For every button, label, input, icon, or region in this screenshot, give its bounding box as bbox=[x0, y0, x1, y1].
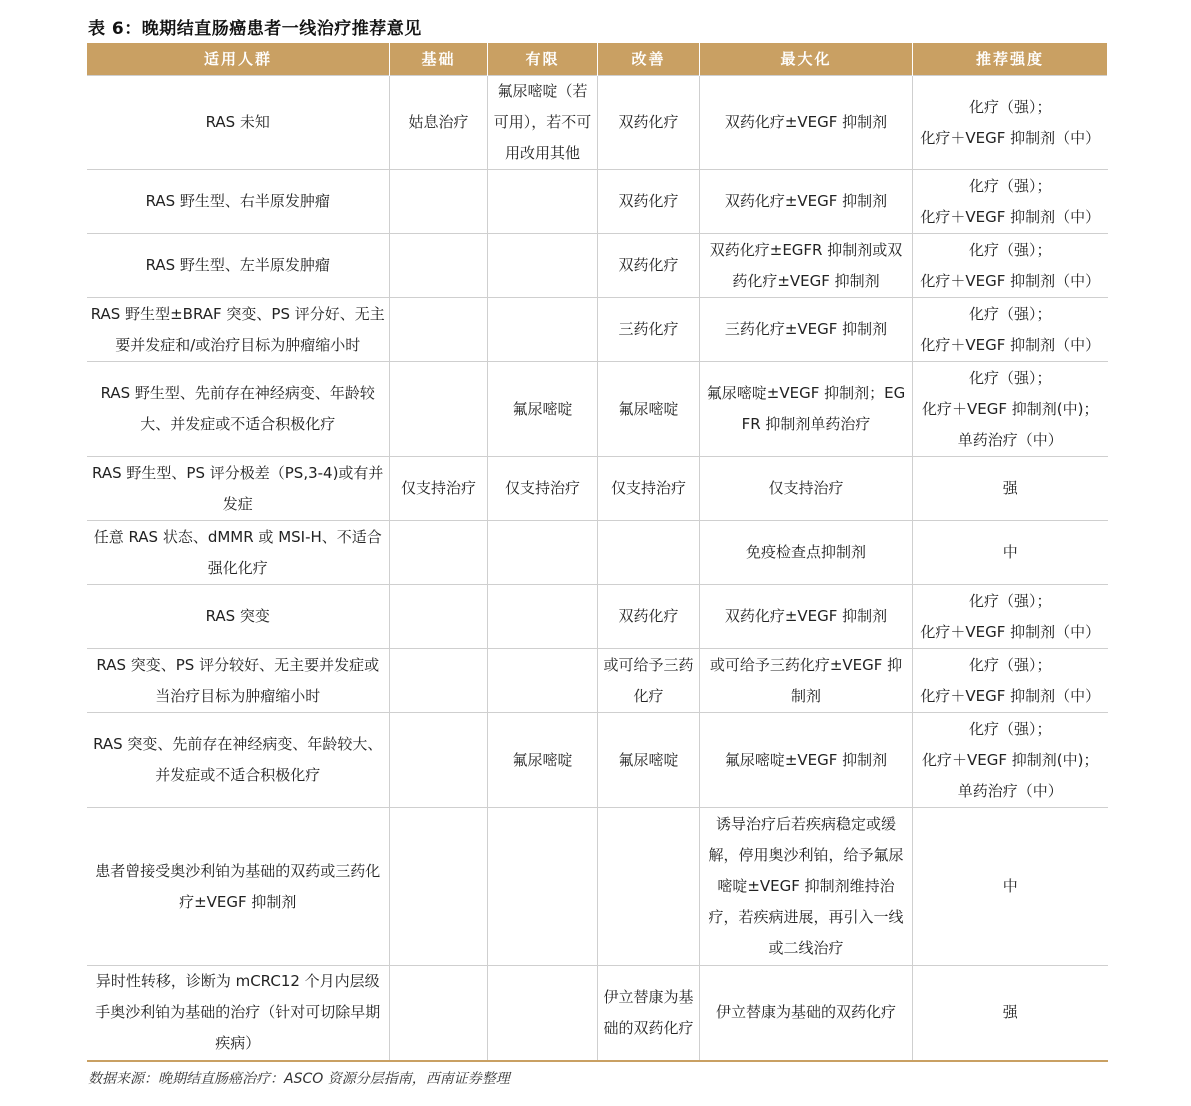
recommendation-table bbox=[86, 43, 1108, 1062]
cell-strength bbox=[913, 298, 1108, 362]
cell-enhanced bbox=[598, 808, 700, 966]
cell-strength bbox=[913, 362, 1108, 457]
cell-maximal: 伊立替康为基础的双药化疗 bbox=[700, 966, 913, 1061]
cell-population: RAS 野生型±BRAF 突变、PS 评分好、无主要并发症和/或治疗目标为肿瘤缩小时 bbox=[87, 298, 390, 362]
strength-line: 化疗＋VEGF 抑制剂（中） bbox=[920, 128, 1101, 147]
cell-maximal: 氟尿嘧啶±VEGF 抑制剂 bbox=[700, 713, 913, 808]
cell-maximal: 双药化疗±EGFR 抑制剂或双药化疗±VEGF 抑制剂 bbox=[700, 234, 913, 298]
cell-enhanced: 仅支持治疗 bbox=[598, 457, 700, 521]
strength-line: 中 bbox=[1002, 543, 1018, 561]
source-note: 数据来源：晚期结直肠癌治疗：ASCO 资源分层指南，西南证券整理 bbox=[88, 1071, 510, 1087]
cell-maximal: 氟尿嘧啶±VEGF 抑制剂；EGFR 抑制剂单药治疗 bbox=[700, 362, 913, 457]
cell-maximal: 诱导治疗后若疾病稳定或缓解，停用奥沙利铂，给予氟尿嘧啶±VEGF 抑制剂维持治疗，若疾病进展，再引入一线或二线治疗 bbox=[700, 808, 913, 966]
cell-basic bbox=[390, 713, 488, 808]
cell-strength bbox=[913, 713, 1108, 808]
cell-strength bbox=[913, 234, 1108, 298]
strength-line: 化疗＋VEGF 抑制剂（中） bbox=[920, 271, 1101, 290]
cell-population: RAS 野生型、右半原发肿瘤 bbox=[87, 170, 390, 234]
cell-population: RAS 野生型、PS 评分极差（PS,3-4)或有并发症 bbox=[87, 457, 390, 521]
cell-population: RAS 突变、PS 评分较好、无主要并发症或当治疗目标为肿瘤缩小时 bbox=[87, 649, 390, 713]
cell-population: 异时性转移，诊断为 mCRC12 个月内层级手奥沙利铂为基础的治疗（针对可切除早期疾病） bbox=[87, 966, 390, 1061]
cell-limited bbox=[488, 649, 598, 713]
cell-strength bbox=[913, 585, 1108, 649]
cell-enhanced: 或可给予三药化疗 bbox=[598, 649, 700, 713]
cell-limited bbox=[488, 234, 598, 298]
strength-line: 化疗（强）； bbox=[968, 719, 1052, 738]
cell-maximal: 双药化疗±VEGF 抑制剂 bbox=[700, 170, 913, 234]
cell-basic bbox=[390, 966, 488, 1061]
cell-limited bbox=[488, 966, 598, 1061]
table-row bbox=[87, 170, 1108, 234]
cell-limited bbox=[488, 170, 598, 234]
cell-enhanced bbox=[598, 521, 700, 585]
cell-limited: 仅支持治疗 bbox=[488, 457, 598, 521]
table-row bbox=[87, 298, 1108, 362]
cell-maximal: 双药化疗±VEGF 抑制剂 bbox=[700, 585, 913, 649]
cell-maximal: 或可给予三药化疗±VEGF 抑制剂 bbox=[700, 649, 913, 713]
col-header-basic: 基础 bbox=[390, 43, 488, 76]
cell-maximal: 双药化疗±VEGF 抑制剂 bbox=[700, 76, 913, 170]
table-row bbox=[87, 76, 1108, 170]
cell-enhanced: 氟尿嘧啶 bbox=[598, 362, 700, 457]
cell-limited: 氟尿嘧啶 bbox=[488, 713, 598, 808]
strength-line: 化疗（强）； bbox=[968, 591, 1052, 610]
cell-enhanced: 双药化疗 bbox=[598, 170, 700, 234]
cell-population: 任意 RAS 状态、dMMR 或 MSI-H、不适合强化化疗 bbox=[87, 521, 390, 585]
col-header-strength: 推荐强度 bbox=[913, 43, 1108, 76]
cell-basic: 仅支持治疗 bbox=[390, 457, 488, 521]
cell-limited bbox=[488, 298, 598, 362]
col-header-enhanced: 改善 bbox=[598, 43, 700, 76]
cell-strength bbox=[913, 521, 1108, 585]
cell-maximal: 三药化疗±VEGF 抑制剂 bbox=[700, 298, 913, 362]
cell-enhanced: 双药化疗 bbox=[598, 76, 700, 170]
cell-basic bbox=[390, 649, 488, 713]
col-header-maximal: 最大化 bbox=[700, 43, 913, 76]
cell-strength bbox=[913, 76, 1108, 170]
table-header-row bbox=[87, 43, 1108, 76]
cell-population: RAS 突变 bbox=[87, 585, 390, 649]
cell-basic bbox=[390, 362, 488, 457]
strength-line: 强 bbox=[1002, 479, 1018, 497]
cell-enhanced: 氟尿嘧啶 bbox=[598, 713, 700, 808]
cell-basic: 姑息治疗 bbox=[390, 76, 488, 170]
strength-line: 化疗＋VEGF 抑制剂（中） bbox=[920, 207, 1101, 226]
strength-line: 化疗＋VEGF 抑制剂（中） bbox=[920, 686, 1101, 705]
cell-enhanced: 双药化疗 bbox=[598, 234, 700, 298]
strength-line: 单药治疗（中） bbox=[957, 781, 1063, 800]
cell-population: RAS 突变、先前存在神经病变、年龄较大、并发症或不适合积极化疗 bbox=[87, 713, 390, 808]
cell-basic bbox=[390, 298, 488, 362]
cell-basic bbox=[390, 170, 488, 234]
cell-enhanced: 双药化疗 bbox=[598, 585, 700, 649]
strength-line: 化疗（强）； bbox=[968, 368, 1052, 387]
strength-line: 化疗（强）； bbox=[968, 240, 1052, 259]
table-row bbox=[87, 966, 1108, 1061]
table-row bbox=[87, 585, 1108, 649]
cell-strength bbox=[913, 457, 1108, 521]
cell-population: RAS 野生型、左半原发肿瘤 bbox=[87, 234, 390, 298]
strength-line: 化疗（强）； bbox=[968, 97, 1052, 116]
table-title: 表 6：晚期结直肠癌患者一线治疗推荐意见 bbox=[88, 19, 422, 39]
strength-line: 单药治疗（中） bbox=[957, 430, 1063, 449]
cell-strength bbox=[913, 649, 1108, 713]
cell-basic bbox=[390, 234, 488, 298]
strength-line: 化疗＋VEGF 抑制剂(中)； bbox=[922, 399, 1099, 418]
cell-enhanced: 三药化疗 bbox=[598, 298, 700, 362]
cell-limited bbox=[488, 585, 598, 649]
strength-line: 化疗（强）； bbox=[968, 655, 1052, 674]
strength-line: 化疗（强）； bbox=[968, 304, 1052, 323]
cell-maximal: 仅支持治疗 bbox=[700, 457, 913, 521]
cell-limited bbox=[488, 808, 598, 966]
strength-line: 中 bbox=[1002, 877, 1018, 895]
cell-strength bbox=[913, 966, 1108, 1061]
col-header-limited: 有限 bbox=[488, 43, 598, 76]
cell-maximal: 免疫检查点抑制剂 bbox=[700, 521, 913, 585]
cell-population: RAS 野生型、先前存在神经病变、年龄较大、并发症或不适合积极化疗 bbox=[87, 362, 390, 457]
table-row bbox=[87, 521, 1108, 585]
cell-basic bbox=[390, 585, 488, 649]
table-row bbox=[87, 362, 1108, 457]
strength-line: 化疗＋VEGF 抑制剂（中） bbox=[920, 622, 1101, 641]
cell-limited: 氟尿嘧啶（若可用），若不可用改用其他 bbox=[488, 76, 598, 170]
cell-strength bbox=[913, 170, 1108, 234]
strength-line: 化疗（强）； bbox=[968, 176, 1052, 195]
strength-line: 化疗＋VEGF 抑制剂（中） bbox=[920, 335, 1101, 354]
table-row bbox=[87, 234, 1108, 298]
cell-basic bbox=[390, 521, 488, 585]
cell-strength bbox=[913, 808, 1108, 966]
cell-population: 患者曾接受奥沙利铂为基础的双药或三药化疗±VEGF 抑制剂 bbox=[87, 808, 390, 966]
strength-line: 化疗＋VEGF 抑制剂(中)； bbox=[922, 750, 1099, 769]
cell-basic bbox=[390, 808, 488, 966]
cell-enhanced: 伊立替康为基础的双药化疗 bbox=[598, 966, 700, 1061]
cell-population: RAS 未知 bbox=[87, 76, 390, 170]
cell-limited: 氟尿嘧啶 bbox=[488, 362, 598, 457]
table-row bbox=[87, 457, 1108, 521]
col-header-population: 适用人群 bbox=[87, 43, 390, 76]
table-row bbox=[87, 808, 1108, 966]
table-row bbox=[87, 649, 1108, 713]
cell-limited bbox=[488, 521, 598, 585]
strength-line: 强 bbox=[1002, 1003, 1018, 1022]
table-row bbox=[87, 713, 1108, 808]
